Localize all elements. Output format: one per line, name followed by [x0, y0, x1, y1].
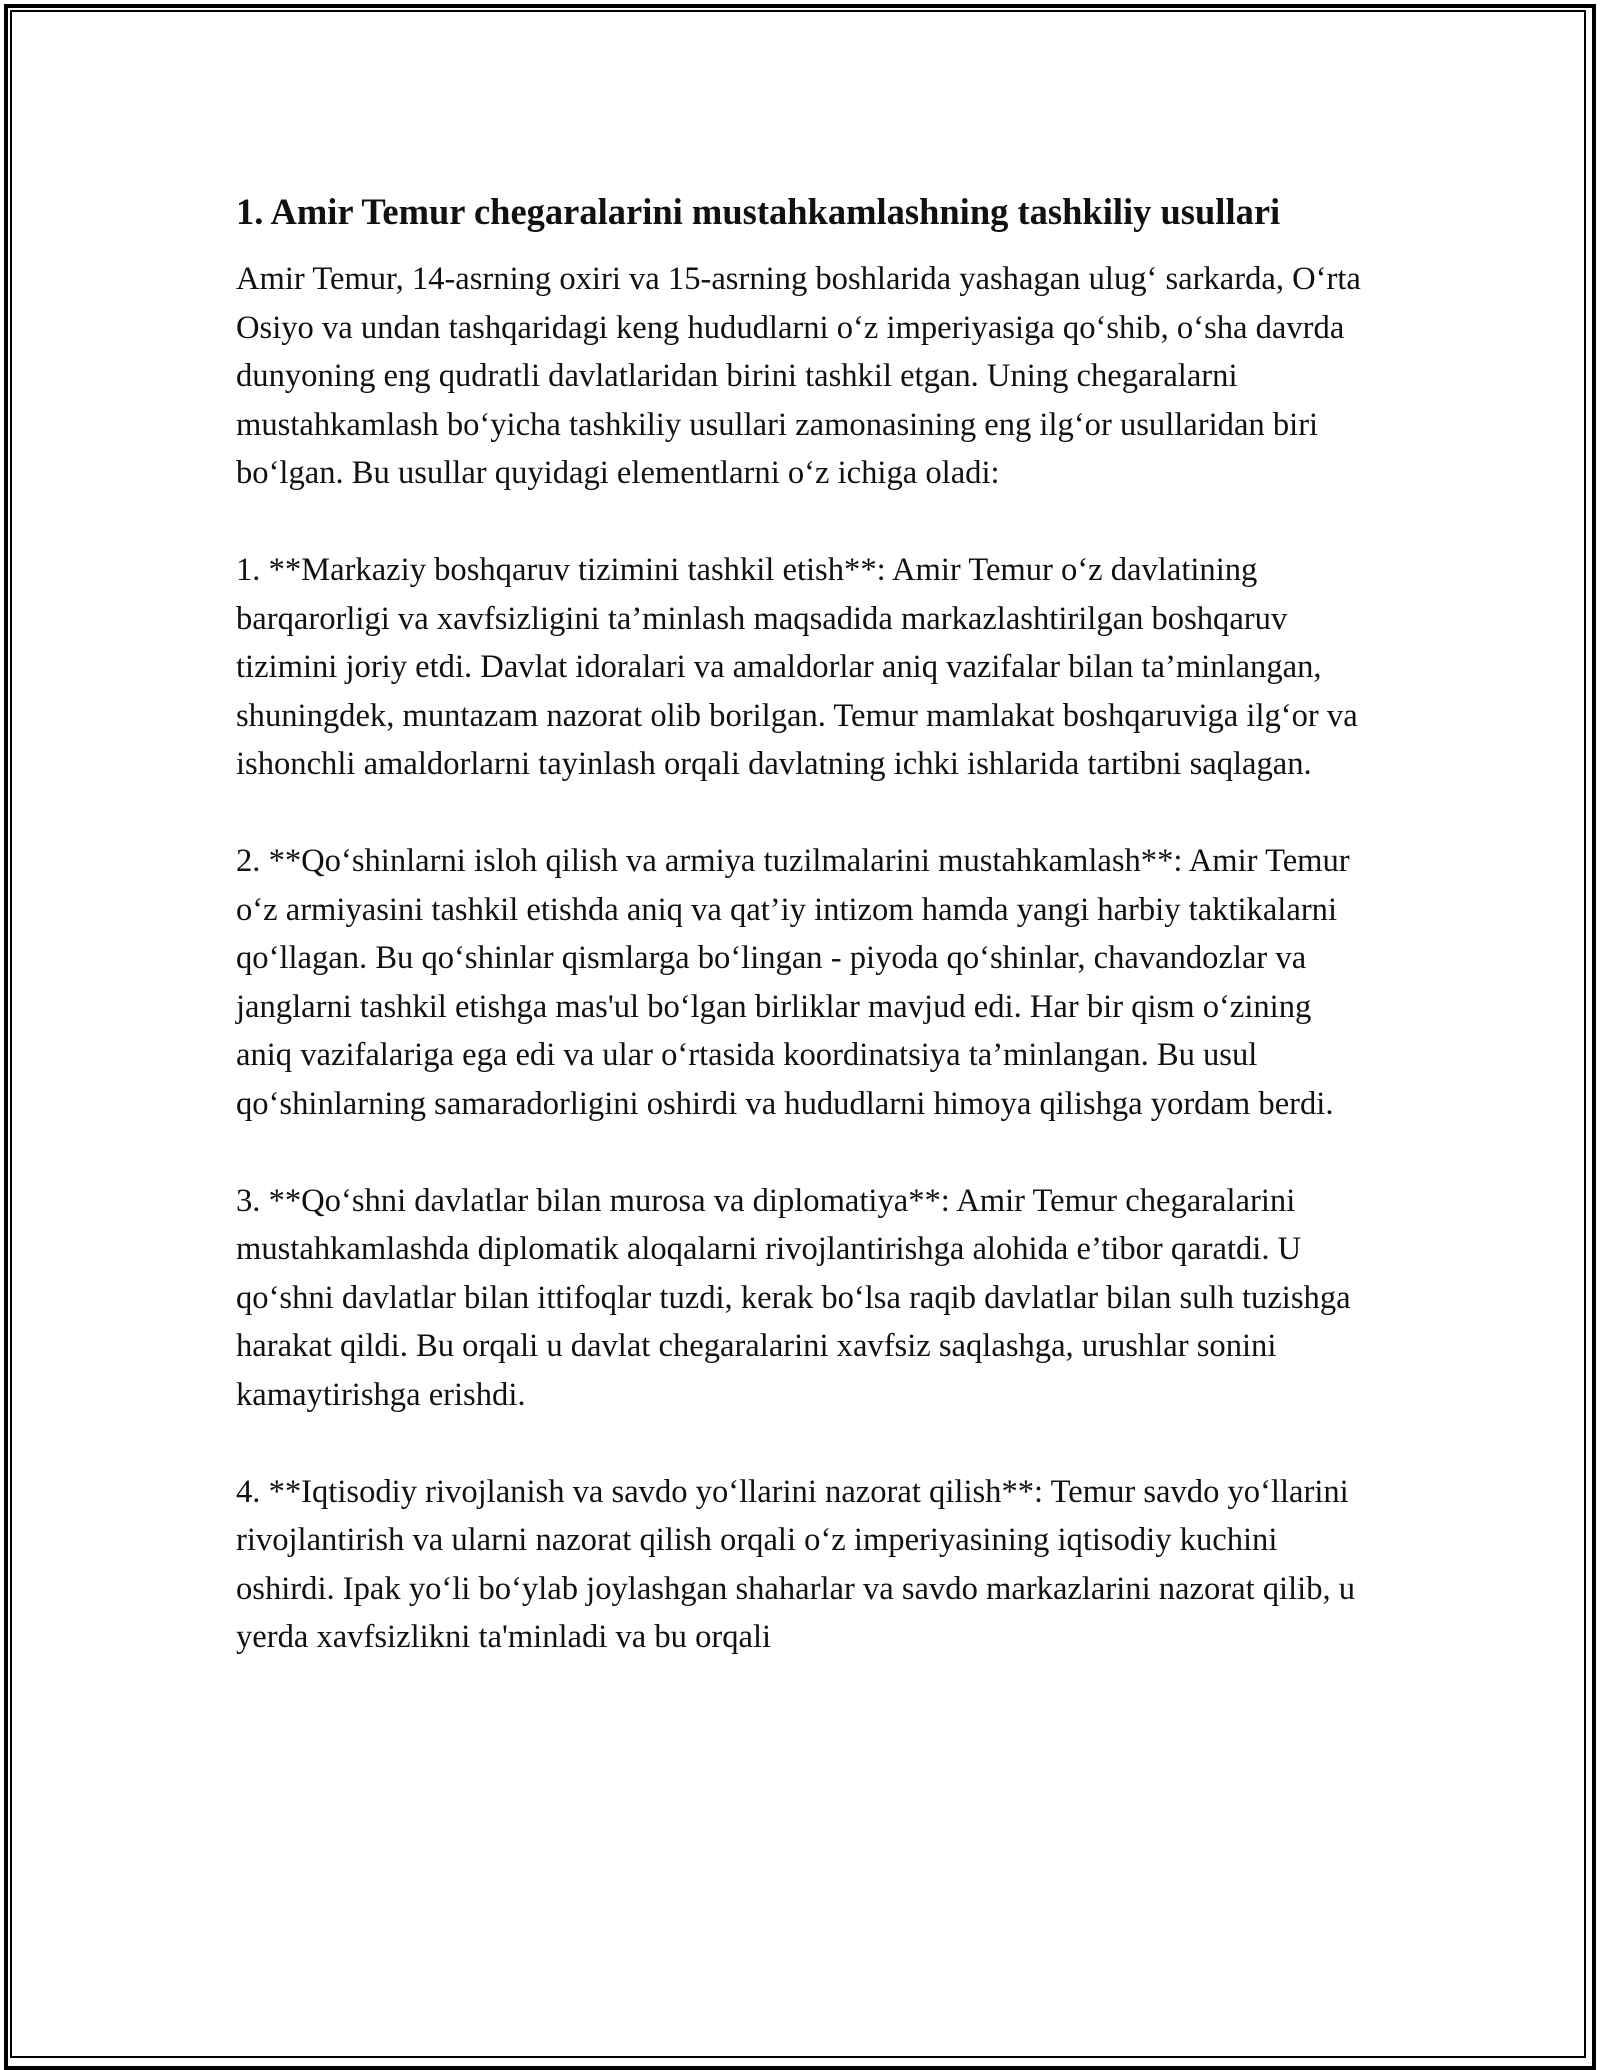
paragraph-item-3: 3. **Qo‘shni davlatlar bilan murosa va diplomatiya**: Amir Temur chegaralarini mustahkamlashda diplomatik aloqalarni rivojlantirishga alohida e’tibor qaratdi. U qo‘shni davlatlar bilan ittifoqlar tuzdi, kerak bo‘lsa raqib davlatlar bilan sulh tuzishga harakat qildi. Bu orqali u davlat chegaralarini xavfsiz saqlashga, urushlar sonini kamaytirishga erishdi.: [236, 1182, 1351, 1413]
paragraph-item-1: 1. **Markaziy boshqaruv tizimini tashkil etish**: Amir Temur o‘z davlatining barqarorligi va xavfsizligini ta’minlash maqsadida markazlashtirilgan boshqaruv tizimini joriy etdi. Davlat idoralari va amaldorlar aniq vazifalar bilan ta’minlangan, shuningdek, muntazam nazorat olib borilgan. Temur mamlakat boshqaruviga ilg‘or va ishonchli amaldorlarni tayinlash orqali davlatning ichki ishlarida tartibni saqlagan.: [236, 552, 1358, 782]
document-heading: 1. Amir Temur chegaralarini mustahkamlashning tashkiliy usullari: [236, 191, 1281, 232]
paragraph-intro: Amir Temur, 14-asrning oxiri va 15-asrning boshlarida yashagan ulug‘ sarkarda, O‘rta Osiyo va undan tashqaridagi keng hududlarni o‘z imperiyasiga qo‘shib, o‘sha davrda dunyoning eng qudratli davlatlaridan birini tashkil etgan. Uning chegaralarni mustahkamlash bo‘yicha tashkiliy usullari zamonasining eng ilg‘or usullaridan biri bo‘lgan. Bu usullar quyidagi elementlarni o‘z ichiga oladi:: [236, 261, 1361, 491]
document-body: [236, 184, 1372, 1662]
paragraph-item-2: 2. **Qo‘shinlarni isloh qilish va armiya tuzilmalarini mustahkamlash**: Amir Temur o‘z armiyasini tashkil etishda aniq va qat’iy intizom hamda yangi harbiy taktikalarni qo‘llagan. Bu qo‘shinlar qismlarga bo‘lingan - piyoda qo‘shinlar, chavandozlar va janglarni tashkil etishga mas'ul bo‘lgan birliklar mavjud edi. Har bir qism o‘zining aniq vazifalariga ega edi va ular o‘rtasida koordinatsiya ta’minlangan. Bu usul qo‘shinlarning samaradorligini oshirdi va hududlarni himoya qilishga yordam berdi.: [236, 843, 1350, 1122]
paragraph-item-4: 4. **Iqtisodiy rivojlanish va savdo yo‘llarini nazorat qilish**: Temur savdo yo‘llarini rivojlantirish va ularni nazorat qilish orqali o‘z imperiyasining iqtisodiy kuchini oshirdi. Ipak yo‘li bo‘ylab joylashgan shaharlar va savdo markazlarini nazorat qilib, u yerda xavfsizlikni ta'minladi va bu orqali: [236, 1473, 1356, 1655]
